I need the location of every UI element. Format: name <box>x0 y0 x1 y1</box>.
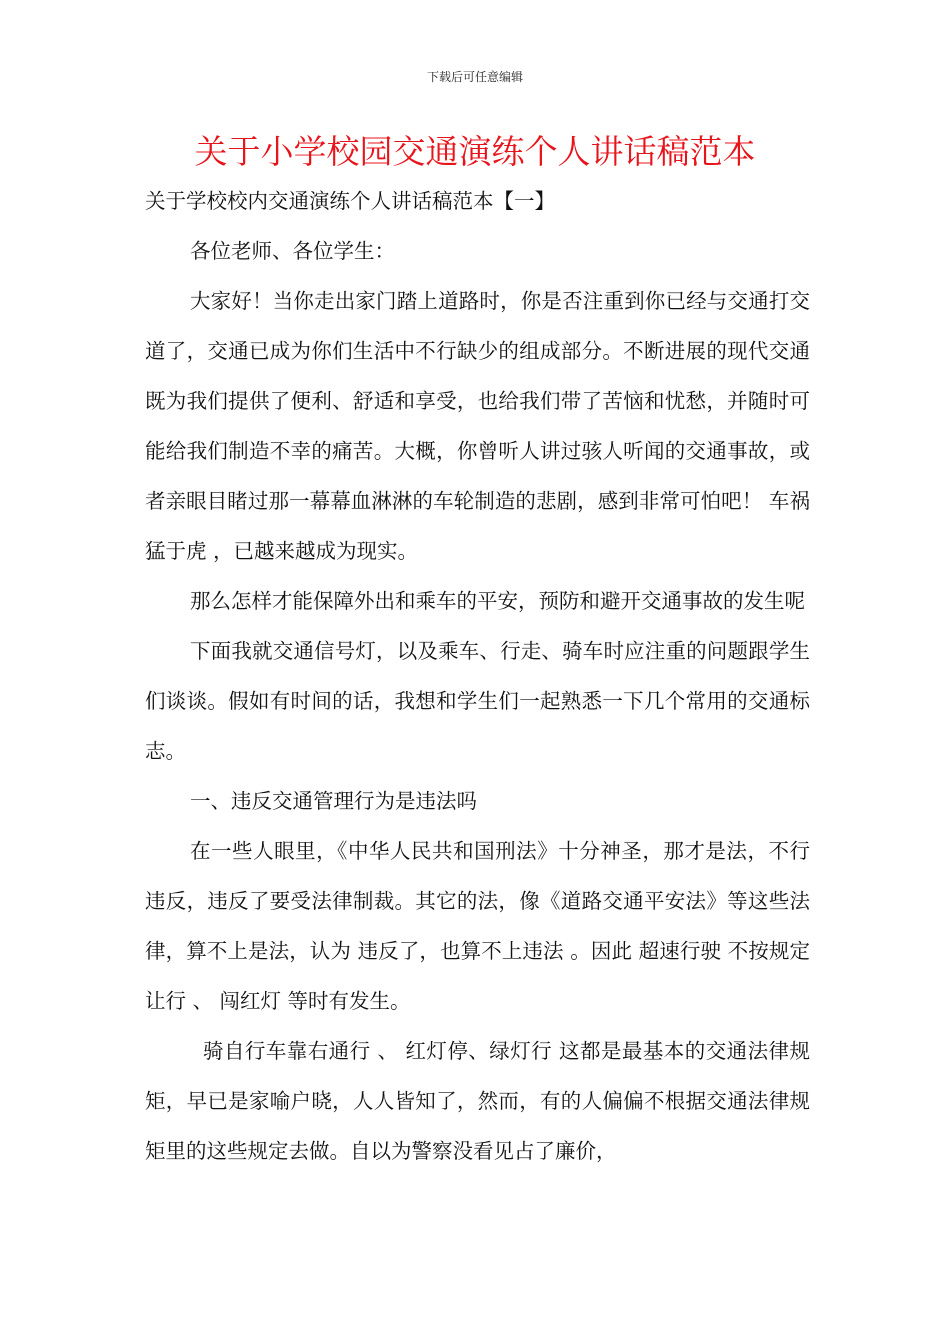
document-body <box>145 176 810 1176</box>
body-paragraph: 在一些人眼里，《中华人民共和国刑法》十分神圣，那才是法，不行违反，违反了要受法律制裁。其它的法，像《道路交通平安法》等这些法律，算不上是法，认为 违反了，也算不上违法 。因此 超速行驶 不按规定让行 、 闯红灯 等时有发生。 <box>145 839 810 1013</box>
document-title: 关于小学校园交通演练个人讲话稿范本 <box>194 132 756 171</box>
subsection-heading: 一、违反交通管理行为是违法吗 <box>190 789 477 813</box>
greeting-paragraph: 各位老师、各位学生： <box>190 239 395 263</box>
header-note: 下载后可任意编辑 <box>426 70 523 84</box>
body-paragraph: 骑自行车靠右通行 、 红灯停、绿灯行 这都是最基本的交通法律规矩，早已是家喻户晓，人人皆知了，然而，有的人偏偏不根据交通法律规矩里的这些规定去做。自以为警察没看见占了廉价， <box>145 1039 810 1163</box>
section-heading: 关于学校校内交通演练个人讲话稿范本【一】 <box>145 189 555 213</box>
body-paragraph: 下面我就交通信号灯，以及乘车、行走、骑车时应注重的问题跟学生们谈谈。假如有时间的话，我想和学生们一起熟悉一下几个常用的交通标志。 <box>145 639 810 763</box>
body-paragraph: 大家好！当你走出家门踏上道路时，你是否注重到你已经与交通打交道了，交通已成为你们生活中不行缺少的组成部分。不断进展的现代交通既为我们提供了便利、舒适和享受，也给我们带了苦恼和忧愁，并随时可能给我们制造不幸的痛苦。大概，你曾听人讲过骇人听闻的交通事故，或者亲眼目睹过那一幕幕血淋淋的车轮制造的悲剧，感到非常可怕吧！ 车祸猛于虎 ，已越来越成为现实。 <box>145 289 810 563</box>
body-paragraph: 那么怎样才能保障外出和乘车的平安，预防和避开交通事故的发生呢 <box>190 589 805 613</box>
